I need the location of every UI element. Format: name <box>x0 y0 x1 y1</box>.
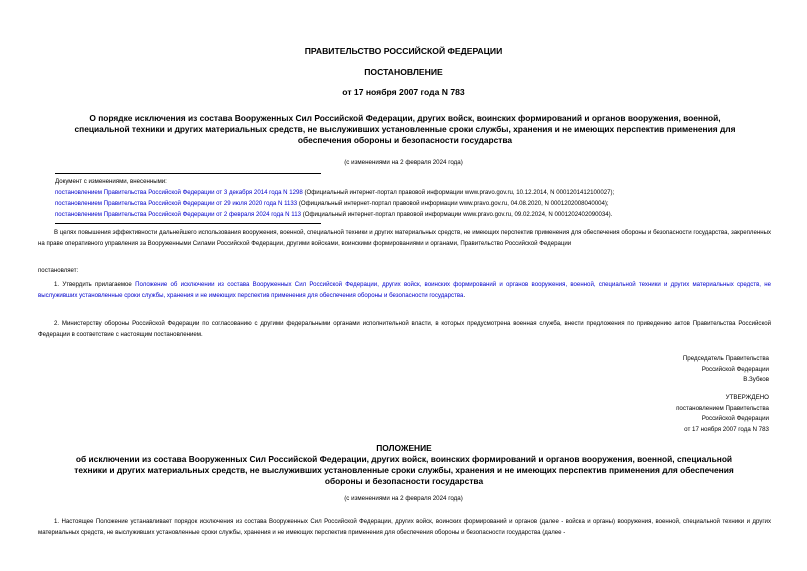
divider-top <box>55 173 321 174</box>
title-line: О порядке исключения из состава Вооруженных Сил Российской Федерации, других войск, воинских формирований и органов вооружения, военной, <box>89 113 721 123</box>
edition-note: (с изменениями на 2 февраля 2024 года) <box>344 159 463 166</box>
change-link[interactable]: постановлением Правительства Российской Федерации от 2 февраля 2024 года N 113 <box>55 211 301 218</box>
government-heading: ПРАВИТЕЛЬСТВО РОССИЙСКОЙ ФЕДЕРАЦИИ <box>304 46 503 56</box>
title-line: специальной техники и других материальных средств, не выслуживших установленные сроки службы, хранения и не имеющих перспектив применения для <box>74 124 736 134</box>
change-link[interactable]: постановлением Правительства Российской Федерации от 3 декабря 2014 года N 1298 <box>55 189 303 196</box>
regulation-link[interactable]: Положение об исключении из состава Вооруженных Сил Российской Федерации, других войск, воинских формирований и органов вооружения, военной, специальной техники и других материальных средств, не выслуживших установленные сроки службы, хранения и не имеющих перспектив применения для обеспечения обороны и безопасности государства <box>38 281 771 299</box>
title-line: обеспечения обороны и безопасности государства <box>297 135 513 145</box>
approved-block: УТВЕРЖДЕНО постановлением Правительства Российской Федерации от 17 ноября 2007 года N 783 <box>676 394 769 433</box>
change-item: постановлением Правительства Российской Федерации от 2 февраля 2024 года N 113 (Официальный интернет-портал правовой информации www.pravo.gov.ru, 09.02.2024, N 0001202402090034). <box>55 211 613 218</box>
paragraph-2: 2. Министерству обороны Российской Федерации по согласованию с другими федеральными органами исполнительной власти, в которых предусмотрена военная служба, внести предложения по приведению актов Правительства Российской Федерации в соответствие с настоящим постановлением. <box>38 320 771 338</box>
decides-label: постановляет: <box>38 267 79 274</box>
regulation-paragraph-1: 1. Настоящее Положение устанавливает порядок исключения из состава Вооруженных Сил Российской Федерации, других войск, воинских формирований и органов (далее - войска и органы) вооружения, военной, специальной техники и других материальных средств, не выслуживших установленные сроки службы, хранения и не имеющих перспектив применения для обеспечения обороны и безопасности государства (далее - <box>38 518 771 536</box>
regulation-title: ПОЛОЖЕНИЕ об исключении из состава Вооруженных Сил Российской Федерации, других войск, воинских формирований и органов вооружения, военной, специальной техники и других материальных средств, не выслуживших установленные сроки службы, хранения и не имеющих перспектив применения для обеспечения обороны и безопасности государства <box>40 443 768 487</box>
changes-list <box>55 176 775 220</box>
document-type: ПОСТАНОВЛЕНИЕ <box>364 67 443 77</box>
change-item: постановлением Правительства Российской Федерации от 29 июля 2020 года N 1133 (Официальный интернет-портал правовой информации www.pravo.gov.ru, 04.08.2020, N 0001202008040004); <box>55 200 609 207</box>
divider-bottom <box>55 223 321 224</box>
paragraph-1: 1. Утвердить прилагаемое Положение об исключении из состава Вооруженных Сил Российской Федерации, других войск, воинских формирований и органов вооружения, военной, специальной техники и других материальных средств, не выслуживших установленные сроки службы, хранения и не имеющих перспектив применения для обеспечения обороны и безопасности государства. <box>38 281 771 299</box>
change-item: постановлением Правительства Российской Федерации от 3 декабря 2014 года N 1298 (Официальный интернет-портал правовой информации www.pravo.gov.ru, 10.12.2014, N 0001201412100027); <box>55 189 615 196</box>
signature-block: Председатель Правительства Российской Федерации В.Зубков <box>682 355 769 383</box>
preamble-paragraph: В целях повышения эффективности дальнейшего использования вооружения, военной, специальной техники и других материальных средств, не имеющих перспектив применения для обеспечения обороны и безопасности государства, закрепленных на праве оперативного управления за Вооруженными Силами Российской Федерации, другими войсками, воинскими формированиями и органами, Правительство Российской Федерации <box>38 229 771 247</box>
document-date-number: от 17 ноября 2007 года N 783 <box>342 87 465 97</box>
change-link[interactable]: постановлением Правительства Российской Федерации от 29 июля 2020 года N 1133 <box>55 200 298 207</box>
document-title <box>60 113 750 146</box>
regulation-edition-note: (с изменениями на 2 февраля 2024 года) <box>344 495 463 502</box>
regulation-heading: ПОЛОЖЕНИЕ <box>376 443 432 453</box>
changes-intro: Документ с изменениями, внесенными: <box>55 178 167 185</box>
